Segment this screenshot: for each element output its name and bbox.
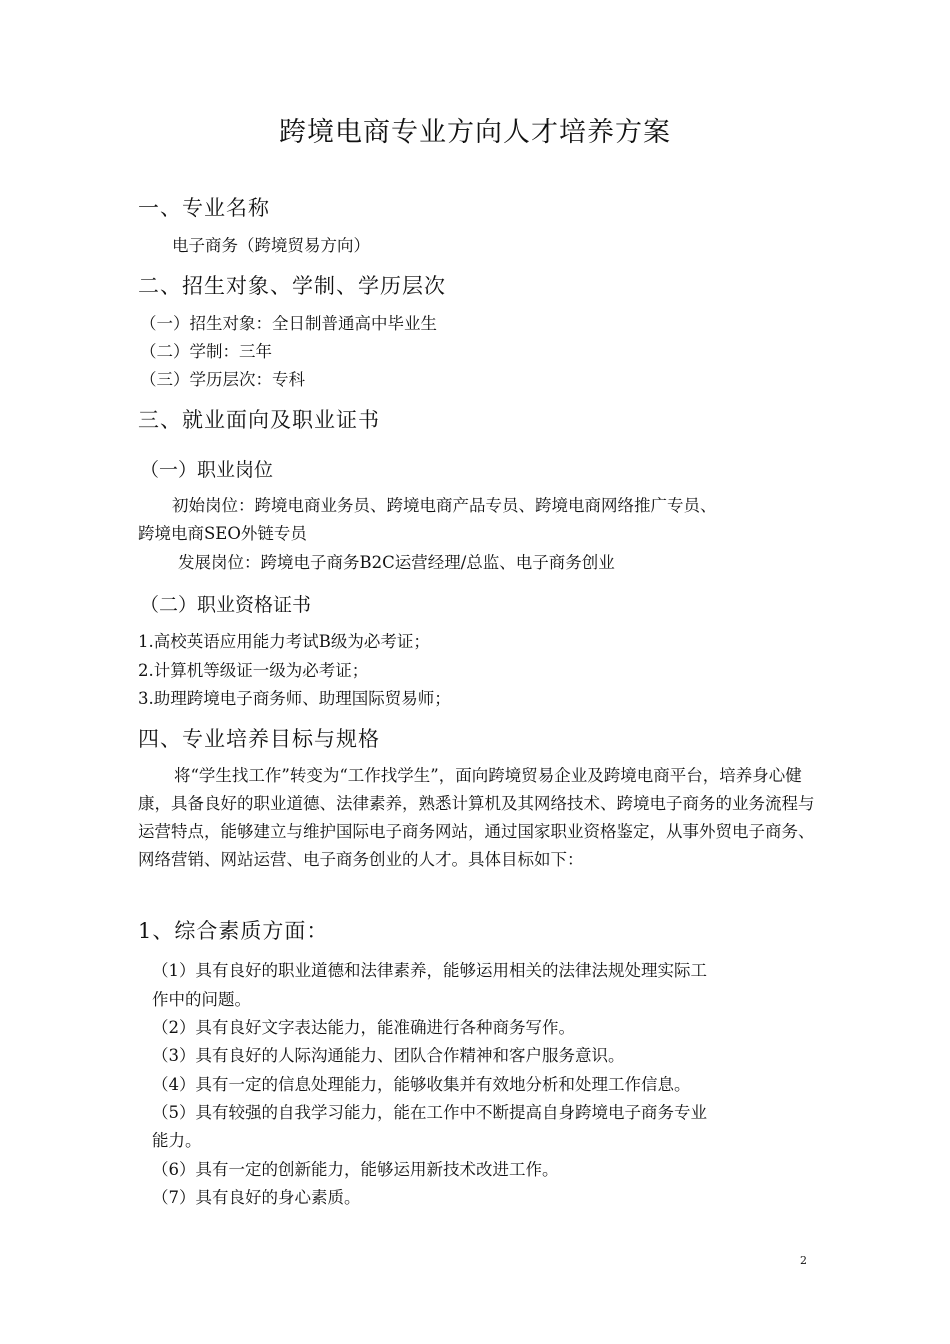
quality-item-6: （6）具有一定的创新能力，能够运用新技术改进工作。 (152, 1160, 559, 1179)
certificate-item: 3.助理跨境电子商务师、助理国际贸易师； (138, 689, 451, 708)
section-1-heading: 一、专业名称 (138, 196, 270, 220)
study-duration: （二）学制：三年 (140, 342, 272, 361)
development-positions: 发展岗位：跨境电子商务B2C运营经理/总监、电子商务创业 (178, 553, 615, 572)
training-goal-paragraph (138, 762, 828, 874)
document-title: 跨境电商专业方向人才培养方案 (279, 117, 671, 148)
education-level: （三）学历层次：专科 (140, 370, 305, 389)
section-4-heading: 四、专业培养目标与规格 (138, 727, 380, 751)
quality-item-5-line-2: 能力。 (152, 1131, 202, 1150)
section-3-heading: 三、就业面向及职业证书 (138, 408, 380, 432)
quality-item-7: （7）具有良好的身心素质。 (152, 1188, 361, 1207)
quality-item-5-line-1: （5）具有较强的自我学习能力，能在工作中不断提高自身跨境电子商务专业 (152, 1103, 707, 1122)
enrollment-target: （一）招生对象：全日制普通高中毕业生 (140, 314, 437, 333)
overall-quality-heading: 1、综合素质方面： (138, 919, 329, 943)
section-2-heading: 二、招生对象、学制、学历层次 (138, 274, 446, 298)
training-goal-text: 将“学生找工作”转变为“工作找学生”，面向跨境贸易企业及跨境电商平台，培养身心健康，具备良好的职业道德、法律素养，熟悉计算机及其网络技术、跨境电子商务的业务流程与运营特点，能够建立与维护国际电子商务网站，通过国家职业资格鉴定，从事外贸电子商务、网络营销、网站运营、电子商务创业的人才。具体目标如下： (138, 766, 815, 869)
initial-positions-line-1: 初始岗位：跨境电商业务员、跨境电商产品专员、跨境电商网络推广专员、 (172, 496, 717, 515)
quality-item-3: （3）具有良好的人际沟通能力、团队合作精神和客户服务意识。 (152, 1046, 625, 1065)
quality-item-4: （4）具有一定的信息处理能力，能够收集并有效地分析和处理工作信息。 (152, 1075, 691, 1094)
career-positions-heading: （一）职业岗位 (140, 459, 274, 481)
quality-item-1-line-1: （1）具有良好的职业道德和法律素养，能够运用相关的法律法规处理实际工 (152, 961, 707, 980)
quality-item-2: （2）具有良好文字表达能力，能准确进行各种商务写作。 (152, 1018, 575, 1037)
quality-item-1-line-2: 作中的问题。 (152, 990, 251, 1009)
page-number: 2 (800, 1254, 807, 1267)
initial-positions-line-2: 跨境电商SEO外链专员 (138, 524, 307, 543)
certificate-item: 2.计算机等级证一级为必考证； (138, 661, 369, 680)
major-name: 电子商务（跨境贸易方向） (172, 236, 370, 255)
certificate-item: 1.高校英语应用能力考试B级为必考证； (138, 632, 430, 651)
certificates-heading: （二）职业资格证书 (140, 594, 312, 616)
